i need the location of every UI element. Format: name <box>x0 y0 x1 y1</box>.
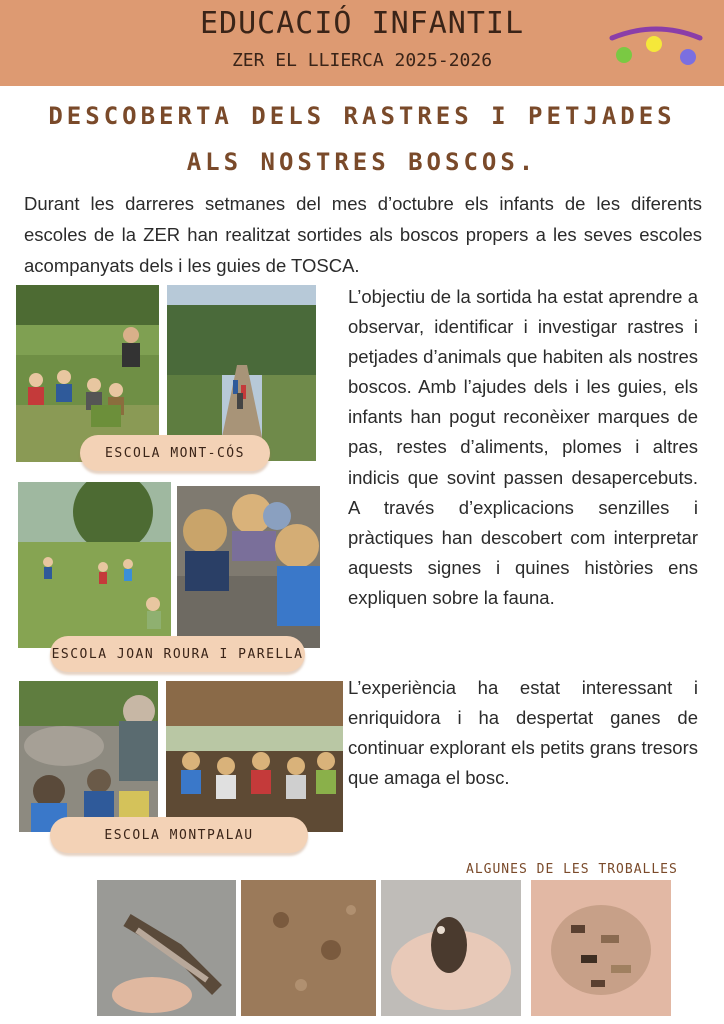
header-banner <box>0 0 724 86</box>
objective-paragraph: L’objectiu de la sortida ha estat aprendre a observar, identificar i investigar rastres i petjades d’animals que habiten als nostres boscos. Amb l’ajudes dels i les guies, els infants han pogut reconèixer marques de pas, restes d’aliments, plomes i altres indicis que sovint passen desapercebuts. A través d’explicacions senzilles i pràctiques han descobert com interpretar aquests signes i quines històries ens expliquen sobre la fauna. <box>348 286 698 608</box>
photo-joan-roura-kids <box>177 486 320 648</box>
intro-paragraph: Durant les darreres setmanes del mes d’octubre els infants de les diferents escoles de la ZER han realitzat sortides als boscos propers a les seves escoles acompanyats dels i les guies de TOSCA. <box>24 193 702 276</box>
photo-find-feather <box>97 880 236 1016</box>
school-label-joan-roura-parella: ESCOLA JOAN ROURA I PARELLA <box>50 636 305 672</box>
photo-montpalau-shelter <box>166 681 343 832</box>
photo-find-ground-tracks <box>241 880 376 1016</box>
school-label-mont-cos: ESCOLA MONT-CÓS <box>80 435 270 471</box>
photo-joan-roura-field <box>18 482 171 648</box>
header-subtitle: ZER EL LLIERCA 2025-2026 <box>231 50 493 71</box>
school-logo-icon <box>608 22 704 70</box>
header-title: EDUCACIÓ INFANTIL <box>199 6 525 41</box>
photo-montpalau-rocks <box>19 681 158 832</box>
experience-paragraph: L’experiència ha estat interessant i enriquidora i ha despertat ganes de continuar explorant els petits grans tresors que amaga el bosc. <box>348 677 698 789</box>
photo-find-shell <box>381 880 521 1016</box>
photo-find-bark-pieces <box>531 880 671 1016</box>
finds-label: ALGUNES DE LES TROBALLES <box>466 862 678 877</box>
school-label-montpalau: ESCOLA MONTPALAU <box>50 817 308 853</box>
page-title: DESCOBERTA DELS RASTRES I PETJADES ALS NOSTRES BOSCOS. <box>48 102 676 176</box>
